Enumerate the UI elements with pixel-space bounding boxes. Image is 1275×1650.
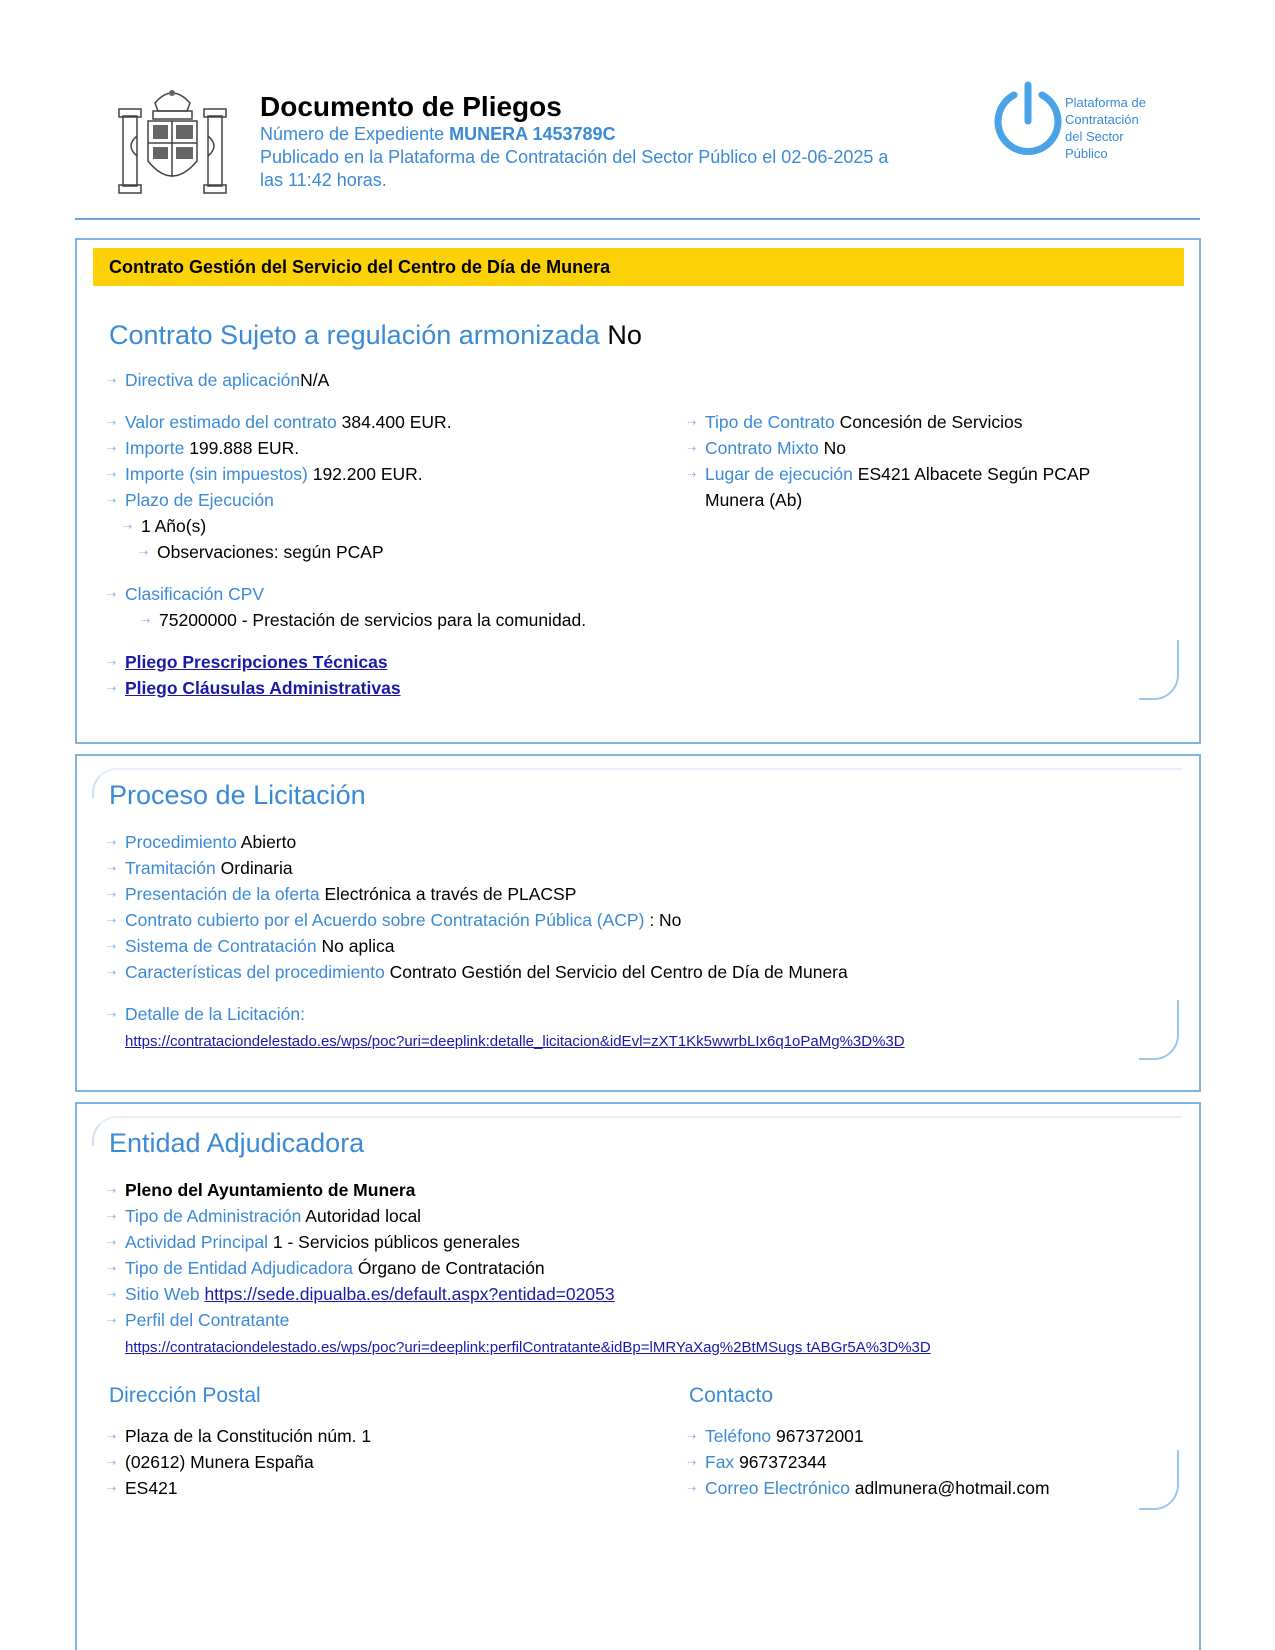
pliego-tecnicas-link[interactable]: Pliego Prescripciones Técnicas xyxy=(125,652,388,672)
coat-of-arms-icon xyxy=(115,81,230,201)
arrow-icon: ⇢ xyxy=(107,1315,117,1328)
published-line-2: las 11:42 horas. xyxy=(260,170,387,190)
page-title: Documento de Pliegos xyxy=(260,91,562,122)
lugar-row-2: Munera (Ab) xyxy=(705,490,803,510)
plazo-value-row: ⇢ 1 Año(s) xyxy=(123,514,206,539)
procedimiento-row: ⇢ Procedimiento Abierto xyxy=(107,830,296,855)
direccion-row-2: ⇢ (02612) Munera España xyxy=(107,1450,314,1475)
expediente-value: MUNERA 1453789C xyxy=(449,124,616,144)
correo-row: ⇢ Correo Electrónico adlmunera@hotmail.com xyxy=(687,1476,1050,1501)
cpv-row: ⇢ Clasificación CPV xyxy=(107,582,264,607)
arrow-icon: ⇢ xyxy=(107,967,117,980)
importe-row: ⇢ Importe 199.888 EUR. xyxy=(107,436,299,461)
published-line-1: Publicado en la Plataforma de Contratación del Sector Público el 02-06-2025 a xyxy=(260,147,889,167)
pliego-administrativas-link[interactable]: Pliego Cláusulas Administrativas xyxy=(125,678,401,698)
sitio-web-link[interactable]: https://sede.dipualba.es/default.aspx?entidad=02053 xyxy=(204,1284,615,1304)
directiva-row: ⇢ Directiva de aplicaciónN/A xyxy=(107,368,329,393)
contacto-heading: Contacto xyxy=(689,1384,774,1407)
arrow-icon: ⇢ xyxy=(107,469,117,482)
licitacion-heading: Proceso de Licitación xyxy=(109,780,366,810)
direccion-row-1: ⇢ Plaza de la Constitución núm. 1 xyxy=(107,1424,371,1449)
arrow-icon: ⇢ xyxy=(107,915,117,928)
header-text xyxy=(260,91,960,192)
perfil-contratante-link[interactable]: https://contrataciondelestado.es/wps/poc?uri=deeplink:perfilContratante&idBp=lMRYaXag%2BtMSugs tABGr5A%3D%3D xyxy=(125,1339,931,1356)
arrow-icon: ⇢ xyxy=(687,1483,697,1496)
direccion-row-3: ⇢ ES421 xyxy=(107,1476,178,1501)
fax-row: ⇢ Fax 967372344 xyxy=(687,1450,827,1475)
perfil-url-row xyxy=(125,1334,931,1360)
arrow-icon: ⇢ xyxy=(107,1457,117,1470)
entidad-panel xyxy=(75,1102,1201,1650)
valor-row: ⇢ Valor estimado del contrato 384.400 EUR. xyxy=(107,410,452,435)
tramitacion-row: ⇢ Tramitación Ordinaria xyxy=(107,856,293,881)
detalle-url-row xyxy=(125,1028,905,1054)
pliego-tecnicas-row xyxy=(107,650,388,675)
arrow-icon: ⇢ xyxy=(107,1185,117,1198)
caracteristicas-row: ⇢ Características del procedimiento Contrato Gestión del Servicio del Centro de Día de Munera xyxy=(107,960,848,985)
presentacion-row: ⇢ Presentación de la oferta Electrónica a través de PLACSP xyxy=(107,882,576,907)
importe-sin-row: ⇢ Importe (sin impuestos) 192.200 EUR. xyxy=(107,462,423,487)
pliego-administrativas-row xyxy=(107,676,401,701)
arrow-icon: ⇢ xyxy=(107,1237,117,1250)
sitio-web-row: ⇢ Sitio Web https://sede.dipualba.es/default.aspx?entidad=02053 xyxy=(107,1282,615,1307)
direccion-heading: Dirección Postal xyxy=(109,1384,261,1407)
arrow-icon: ⇢ xyxy=(107,1483,117,1496)
lugar-row: ⇢ Lugar de ejecución ES421 Albacete Según PCAP xyxy=(687,462,1090,487)
arrow-icon: ⇢ xyxy=(687,443,697,456)
entidad-heading: Entidad Adjudicadora xyxy=(109,1128,365,1158)
arrow-icon: ⇢ xyxy=(107,941,117,954)
expediente-label: Número de Expediente xyxy=(260,124,445,144)
arrow-icon: ⇢ xyxy=(107,443,117,456)
contrato-mixto-row: ⇢ Contrato Mixto No xyxy=(687,436,846,461)
plazo-row: ⇢ Plazo de Ejecución xyxy=(107,488,274,513)
arrow-icon: ⇢ xyxy=(139,547,149,560)
arrow-icon: ⇢ xyxy=(107,1431,117,1444)
document-header xyxy=(75,75,1200,220)
panel-corner-decoration xyxy=(1139,1450,1179,1510)
panel-corner-decoration xyxy=(1139,1000,1179,1060)
arrow-icon: ⇢ xyxy=(123,521,133,534)
arrow-icon: ⇢ xyxy=(107,495,117,508)
detalle-licitacion-link[interactable]: https://contrataciondelestado.es/wps/poc?uri=deeplink:detalle_licitacion&idEvl=zXT1Kk5wwrbLIx6q1oPaMg%3D%3D xyxy=(125,1033,905,1050)
tipo-contrato-row: ⇢ Tipo de Contrato Concesión de Servicios xyxy=(687,410,1022,435)
arrow-icon: ⇢ xyxy=(107,417,117,430)
armonizada-heading: Contrato Sujeto a regulación armonizada No xyxy=(109,320,642,350)
cpv-value-row: ⇢ 75200000 - Prestación de servicios para la comunidad. xyxy=(141,608,586,633)
arrow-icon: ⇢ xyxy=(107,837,117,850)
arrow-icon: ⇢ xyxy=(107,375,117,388)
contract-panel xyxy=(75,238,1201,744)
arrow-icon: ⇢ xyxy=(141,615,151,628)
sistema-row: ⇢ Sistema de Contratación No aplica xyxy=(107,934,394,959)
perfil-row: ⇢ Perfil del Contratante xyxy=(107,1308,289,1333)
arrow-icon: ⇢ xyxy=(687,469,697,482)
tipo-entidad-row: ⇢ Tipo de Entidad Adjudicadora Órgano de Contratación xyxy=(107,1256,545,1281)
expediente-line xyxy=(260,123,960,146)
arrow-icon: ⇢ xyxy=(107,863,117,876)
telefono-row: ⇢ Teléfono 967372001 xyxy=(687,1424,864,1449)
platform-logo-text: Plataforma de Contratación del Sector Público xyxy=(1065,95,1146,161)
panel-corner-decoration xyxy=(1139,640,1179,700)
arrow-icon: ⇢ xyxy=(687,417,697,430)
platform-logo xyxy=(992,81,1192,171)
arrow-icon: ⇢ xyxy=(687,1431,697,1444)
arrow-icon: ⇢ xyxy=(107,1009,117,1022)
arrow-icon: ⇢ xyxy=(107,1211,117,1224)
arrow-icon: ⇢ xyxy=(687,1457,697,1470)
observaciones-row: ⇢ Observaciones: según PCAP xyxy=(139,540,384,565)
entidad-name-row: ⇢ Pleno del Ayuntamiento de Munera xyxy=(107,1178,415,1203)
arrow-icon: ⇢ xyxy=(107,657,117,670)
actividad-row: ⇢ Actividad Principal 1 - Servicios públicos generales xyxy=(107,1230,520,1255)
arrow-icon: ⇢ xyxy=(107,589,117,602)
detalle-row: ⇢ Detalle de la Licitación: xyxy=(107,1002,305,1027)
tipo-admin-row: ⇢ Tipo de Administración Autoridad local xyxy=(107,1204,421,1229)
contract-banner: Contrato Gestión del Servicio del Centro de Día de Munera xyxy=(93,248,1184,286)
arrow-icon: ⇢ xyxy=(107,683,117,696)
licitacion-panel xyxy=(75,754,1201,1092)
arrow-icon: ⇢ xyxy=(107,889,117,902)
arrow-icon: ⇢ xyxy=(107,1263,117,1276)
arrow-icon: ⇢ xyxy=(107,1289,117,1302)
power-icon xyxy=(992,81,1064,161)
acp-row: ⇢ Contrato cubierto por el Acuerdo sobre Contratación Pública (ACP) : No xyxy=(107,908,681,933)
